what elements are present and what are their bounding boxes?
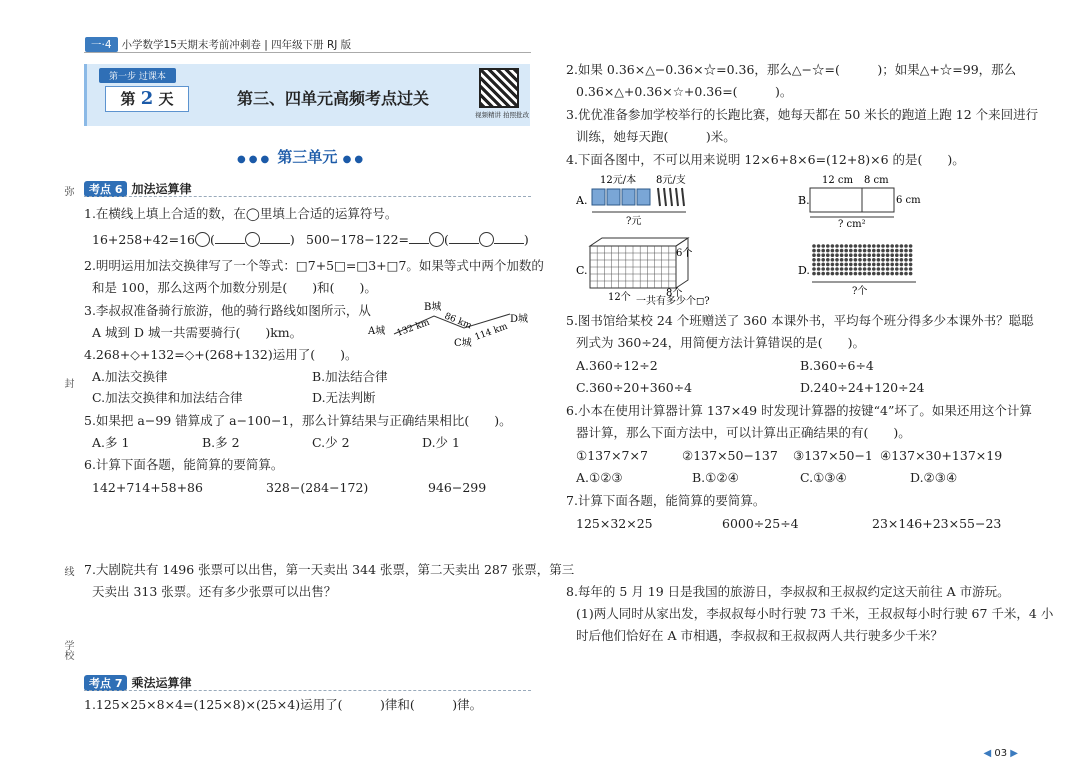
r6-option-d: D.②③④ bbox=[910, 470, 958, 485]
kd6-rule bbox=[84, 196, 531, 197]
q5-option-d: D.少 1 bbox=[422, 435, 460, 450]
q6-expr-2: 328−(284−172) bbox=[266, 480, 369, 495]
r6-line2: 器计算，那么下面方法中，可以计算出正确结果的有( )。 bbox=[576, 425, 911, 440]
q6-expr-1: 142+714+58+86 bbox=[92, 480, 203, 495]
q4: 4.268+◇+132=◇+(268+132)运用了( )。 bbox=[84, 347, 358, 362]
banner-title: 第三、四单元高频考点过关 bbox=[237, 89, 430, 108]
svg-text:6个: 6个 bbox=[676, 248, 693, 259]
svg-text:6 cm: 6 cm bbox=[896, 195, 921, 206]
r8-line2: 时后他们恰好在 A 市相遇，李叔叔和王叔叔两人共行驶多少千米？ bbox=[576, 628, 943, 643]
r6-option-c: C.①③④ bbox=[800, 470, 847, 485]
r7-expr-1: 125×32×25 bbox=[576, 516, 653, 531]
map-d: D城 bbox=[510, 314, 529, 325]
kaodian-7: 考点 7 乘法运算律 bbox=[84, 674, 192, 691]
q5-option-a: A.多 1 bbox=[92, 435, 130, 450]
svg-text:B.: B. bbox=[798, 194, 810, 207]
q2-line1: 2.明明运用加法交换律写了一个等式：□7+5□=□3+□7。如果等式中两个加数的 bbox=[84, 258, 544, 273]
r6-expr-4: ④137×30+137×19 bbox=[880, 448, 1003, 463]
side-label-d: 学校 bbox=[62, 640, 73, 660]
r5-option-d: D.240÷24+120÷24 bbox=[800, 380, 925, 395]
day-banner bbox=[84, 64, 530, 126]
m1: 1.125×25×8×4=(125×8)×(25×4)运用了( )律和( )律。 bbox=[84, 697, 483, 712]
r3-line2: 训练，她每天跑( )米。 bbox=[576, 129, 736, 144]
side-label-c: 线 bbox=[62, 566, 73, 576]
svg-text:一共有多少个◻?: 一共有多少个◻? bbox=[636, 296, 710, 306]
r5-option-c: C.360÷20+360÷4 bbox=[576, 380, 693, 395]
r6-option-a: A.①②③ bbox=[576, 470, 623, 485]
q4-option-a: A.加法交换律 bbox=[92, 369, 168, 384]
header-text: 小学数学15天期末考前冲刺卷 | 四年级下册 RJ 版 bbox=[121, 39, 352, 51]
svg-text:8个: 8个 bbox=[666, 288, 683, 299]
svg-text:C.: C. bbox=[576, 264, 588, 277]
q5-option-c: C.少 2 bbox=[312, 435, 350, 450]
q5: 5.如果把 a−99 错算成了 a−100−1，那么计算结果与正确结果相比( )。 bbox=[84, 413, 512, 428]
q7-line2: 天卖出 313 张票。还有多少张票可以出售？ bbox=[92, 584, 337, 599]
q6: 6.计算下面各题，能简算的要简算。 bbox=[84, 457, 284, 472]
svg-text:D.: D. bbox=[798, 264, 810, 277]
q3-line1: 3.李叔叔准备骑行旅游，他的骑行路线如图所示，从 bbox=[84, 303, 371, 318]
side-label-b: 封 bbox=[62, 378, 73, 388]
r2-line1: 2.如果 0.36×△−0.36×☆=0.36，那么△−☆=( )；如果△+☆=99，那么 bbox=[566, 62, 1017, 77]
svg-text:12 cm: 12 cm bbox=[822, 175, 853, 186]
r6-expr-2: ②137×50−137 bbox=[682, 448, 778, 463]
q7-line1: 7.大剧院共有 1496 张票可以出售，第一天卖出 344 张票，第二天卖出 287 张票，第三 bbox=[84, 562, 575, 577]
r4: 4.下面各图中，不可以用来说明 12×6+8×6=(12+8)×6 的是( )。 bbox=[566, 152, 965, 167]
q4-option-d: D.无法判断 bbox=[312, 390, 376, 405]
r7-expr-2: 6000÷25÷4 bbox=[722, 516, 799, 531]
figure-b bbox=[798, 172, 948, 228]
q4-option-c: C.加法交换律和加法结合律 bbox=[92, 390, 243, 405]
q4-option-b: B.加法结合律 bbox=[312, 369, 388, 384]
r5-option-b: B.360÷6÷4 bbox=[800, 358, 874, 373]
route-map bbox=[364, 296, 534, 350]
q3-line2: A 城到 D 城一共需要骑行( )km。 bbox=[92, 325, 303, 340]
day-box: 第 2 天 bbox=[105, 86, 189, 112]
map-a: A城 bbox=[368, 326, 386, 337]
r3-line1: 3.优优准备参加学校举行的长跑比赛，她每天都在 50 米长的跑道上跑 12 个来回进行 bbox=[566, 107, 1039, 122]
q6-expr-3: 946−299 bbox=[428, 480, 487, 495]
r7-expr-3: 23×146+23×55−23 bbox=[872, 516, 1002, 531]
r6-expr-3: ③137×50−1 bbox=[793, 448, 873, 463]
figure-d bbox=[798, 240, 928, 298]
figure-c bbox=[576, 236, 746, 306]
q1b: 500−178−122= ( ) bbox=[306, 232, 529, 247]
r7: 7.计算下面各题，能简算的要简算。 bbox=[566, 493, 766, 508]
map-b: B城 bbox=[424, 302, 442, 313]
kaodian-6: 考点 6 加法运算律 bbox=[84, 180, 192, 197]
r6-option-b: B.①②④ bbox=[692, 470, 739, 485]
page-number: ◀ 03 ▶ bbox=[983, 748, 1018, 759]
kd7-rule bbox=[84, 690, 531, 691]
r6-expr-1: ①137×7×7 bbox=[576, 448, 648, 463]
header-rule bbox=[84, 52, 531, 53]
header-tag: 一·4 bbox=[85, 37, 118, 52]
svg-text:?元: ?元 bbox=[626, 216, 642, 226]
r8: 8.每年的 5 月 19 日是我国的旅游日，李叔叔和王叔叔约定这天前往 A 市游玩。 bbox=[566, 584, 1010, 599]
r2-line2: 0.36×△+0.36×☆+0.36=( )。 bbox=[576, 84, 793, 99]
svg-text:8 cm: 8 cm bbox=[864, 175, 889, 186]
unit-title: ●●● 第三单元 ●● bbox=[237, 148, 367, 166]
side-label-a: 弥 bbox=[62, 186, 73, 196]
figure-a bbox=[576, 172, 726, 226]
r8-line1: (1)两人同时从家出发，李叔叔每小时行驶 73 千米，王叔叔每小时行驶 67 千米，4 小 bbox=[576, 606, 1054, 621]
map-d2: 86 km bbox=[442, 311, 473, 332]
svg-text:12元/本: 12元/本 bbox=[600, 175, 637, 186]
q1: 1.在横线上填上合适的数，在◯里填上合适的运算符号。 bbox=[84, 206, 398, 221]
map-d3: 114 km bbox=[473, 321, 510, 343]
svg-text:A.: A. bbox=[576, 194, 588, 207]
svg-text:12个: 12个 bbox=[608, 292, 631, 303]
step-label: 第一步 过课本 bbox=[99, 68, 176, 83]
q2-line2: 和是 100，那么这两个加数分别是( )和( )。 bbox=[92, 280, 377, 295]
svg-text:? cm²: ? cm² bbox=[838, 219, 866, 228]
map-c: C城 bbox=[454, 338, 472, 349]
r5-option-a: A.360÷12÷2 bbox=[576, 358, 658, 373]
map-d1: 132 km bbox=[395, 317, 432, 339]
header-strip bbox=[85, 37, 351, 52]
qr-code-icon bbox=[479, 68, 519, 108]
svg-text:?个: ?个 bbox=[852, 286, 868, 297]
r5-line2: 列式为 360÷24，用简便方法计算错误的是( )。 bbox=[576, 335, 865, 350]
r6-line1: 6.小本在使用计算器计算 137×49 时发现计算器的按键“4”坏了。如果还用这个计算 bbox=[566, 403, 1032, 418]
qr-caption: 视频精讲 拍照批改 bbox=[475, 111, 530, 119]
q5-option-b: B.多 2 bbox=[202, 435, 240, 450]
r5-line1: 5.图书馆给某校 24 个班赠送了 360 本课外书，平均每个班分得多少本课外书？聪聪 bbox=[566, 313, 1034, 328]
svg-text:8元/支: 8元/支 bbox=[656, 175, 686, 186]
q1a: 16+258+42=16 ( ) bbox=[92, 232, 295, 247]
